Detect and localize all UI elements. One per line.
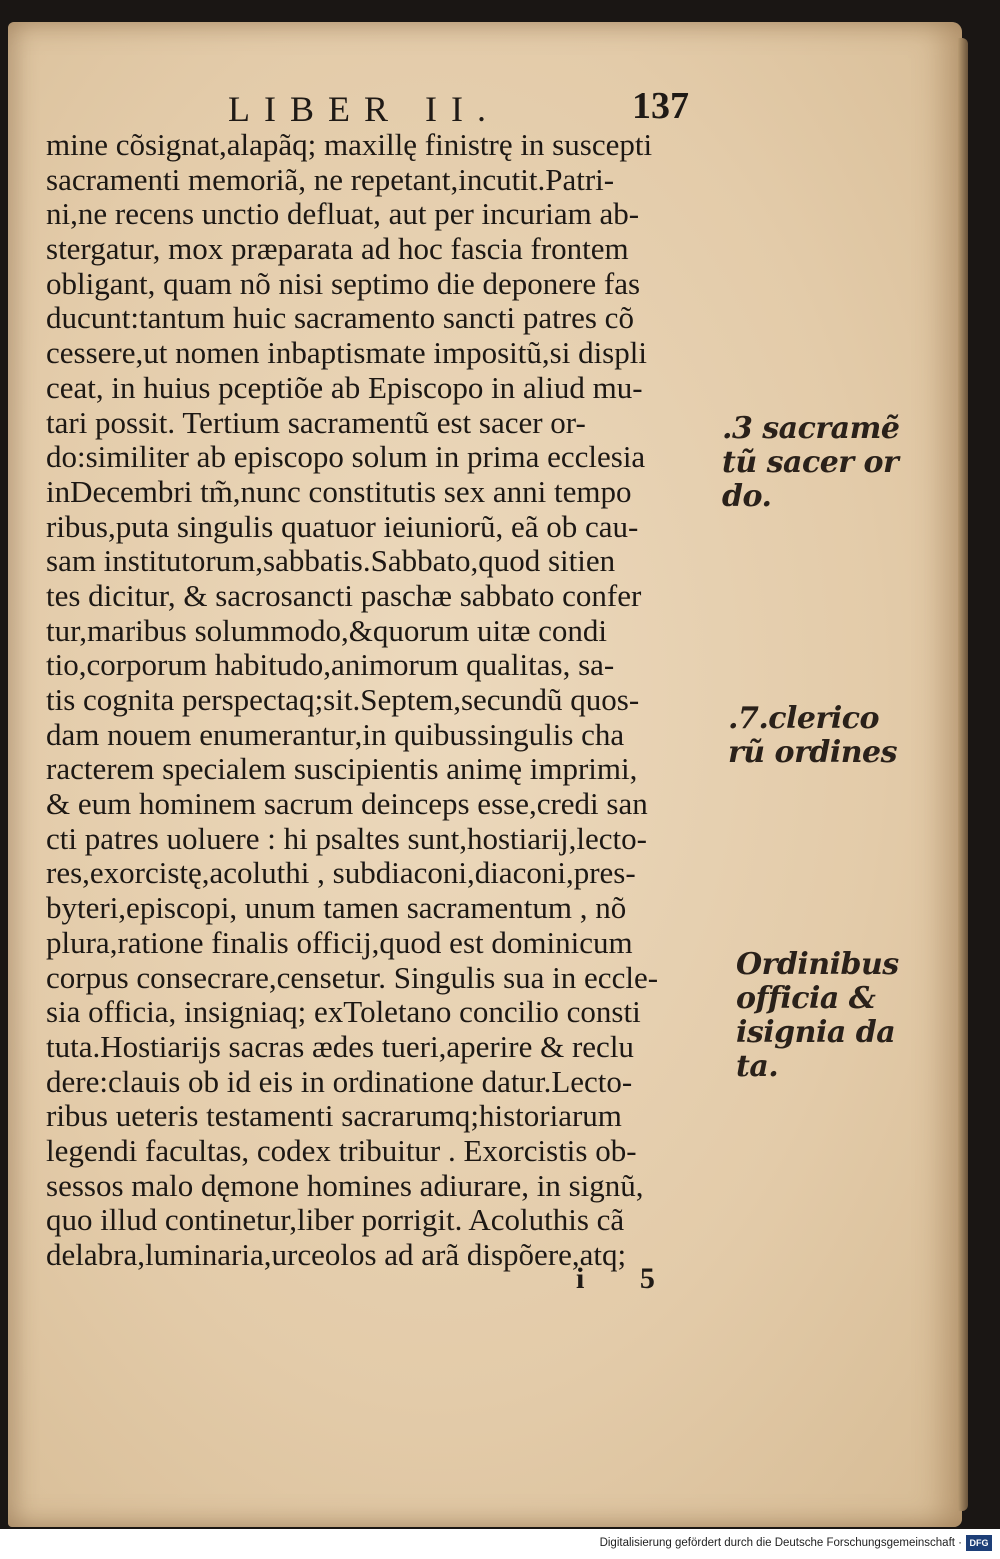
text-line: cessere,ut nomen inbaptismate impositũ,si displi bbox=[46, 335, 647, 371]
text-line: tes dicitur, & sacrosancti paschæ sabbato confer bbox=[46, 577, 642, 613]
text-line: legendi facultas, codex tribuitur . Exorcistis ob- bbox=[46, 1132, 637, 1168]
text-line: plura,ratione finalis officij,quod est dominicum bbox=[46, 924, 633, 960]
folio-number: 137 bbox=[632, 85, 689, 127]
text-line: tuta.Hostiarijs sacras ædes tueri,aperire & reclu bbox=[46, 1028, 634, 1064]
margin-note-line: .7.clerico bbox=[728, 701, 879, 736]
digitization-footer bbox=[0, 1529, 1000, 1559]
text-line: tio,corporum habitudo,animorum qualitas, sa- bbox=[46, 647, 615, 683]
text-line: do:similiter ab episcopo solum in prima ecclesia bbox=[46, 439, 646, 475]
text-line: corpus consecrare,censetur. Singulis sua in eccle- bbox=[46, 959, 659, 995]
text-line: res,exorcistę,acoluthi , subdiaconi,diaconi,pres- bbox=[46, 855, 636, 891]
text-line: & eum hominem sacrum deinceps esse,credi san bbox=[46, 786, 648, 822]
dfg-logo: DFG bbox=[966, 1535, 992, 1551]
text-line: ni,ne recens unctio defluat, aut per incuriam ab- bbox=[46, 196, 640, 232]
text-line: delabra,luminaria,urceolos ad arã dispõere,atq; bbox=[46, 1237, 627, 1272]
footer-credit: Digitalisierung gefördert durch die Deutsche Forschungsgemeinschaft · bbox=[599, 1537, 962, 1549]
margin-note-line: rũ ordines bbox=[728, 735, 898, 770]
text-line: dam nouem enumerantur,in quibussingulis cha bbox=[46, 716, 625, 752]
text-line: ducunt:tantum huic sacramento sancti patres cõ bbox=[46, 300, 634, 336]
text-line: dere:clauis ob id eis in ordinatione datur.Lecto- bbox=[46, 1063, 633, 1099]
margin-note-line: ta. bbox=[736, 1049, 779, 1084]
margin-note-line: isignia da bbox=[736, 1015, 896, 1050]
margin-note-line: officia & bbox=[736, 981, 876, 1016]
margin-note-line: .3 sacramẽ bbox=[722, 411, 900, 446]
text-line: quo illud continetur,liber porrigit. Acoluthis cã bbox=[46, 1202, 625, 1238]
margin-note-line: do. bbox=[722, 479, 772, 514]
text-line: ribus ueteris testamenti sacrarumq;historiarum bbox=[46, 1098, 622, 1134]
signature-mark: i 5 bbox=[576, 1262, 679, 1295]
margin-note-offices-insignia bbox=[736, 948, 899, 1084]
text-line: mine cõsignat,alapãq; maxillę finistrę in suscepti bbox=[46, 127, 653, 162]
running-head: LIBER II. bbox=[228, 89, 500, 129]
text-line: sam institutorum,sabbatis.Sabbato,quod sitien bbox=[46, 543, 616, 579]
text-line: racterem specialem suscipientis animę imprimi, bbox=[46, 751, 638, 787]
text-line: tis cognita perspectaq;sit.Septem,secundũ quos- bbox=[46, 682, 640, 717]
margin-note-sacrament bbox=[722, 412, 899, 514]
text-line: ribus,puta singulis quatuor ieiuniorũ, eã ob cau- bbox=[46, 508, 639, 544]
text-line: byteri,episcopi, unum tamen sacramentum , nõ bbox=[46, 890, 627, 926]
text-line: stergatur, mox præparata ad hoc fascia frontem bbox=[46, 231, 629, 267]
text-line: sia officia, insigniaq; exToletano concilio consti bbox=[46, 994, 641, 1030]
text-line: cti patres uoluere : hi psaltes sunt,hostiarij,lecto- bbox=[46, 820, 647, 856]
margin-note-line: Ordinibus bbox=[736, 947, 899, 982]
text-line: ceat, in huius pceptiõe ab Episcopo in aliud mu- bbox=[46, 369, 643, 405]
text-line: sacramenti memoriã, ne repetant,incutit.Patri- bbox=[46, 161, 615, 197]
text-line: tari possit. Tertium sacramentũ est sacer or- bbox=[46, 404, 586, 440]
page-edge bbox=[958, 38, 968, 1511]
text-line: sessos malo dęmone homines adiurare, in signũ, bbox=[46, 1167, 644, 1203]
margin-note-clergy-orders bbox=[728, 702, 897, 770]
text-line: obligant, quam nõ nisi septimo die deponere fas bbox=[46, 265, 641, 301]
body-text bbox=[46, 128, 736, 1273]
margin-note-line: tũ sacer or bbox=[722, 445, 899, 480]
text-line: inDecembri tm̃,nunc constitutis sex anni tempo bbox=[46, 473, 632, 509]
text-line: tur,maribus solummodo,&quorum uitæ condi bbox=[46, 612, 608, 648]
